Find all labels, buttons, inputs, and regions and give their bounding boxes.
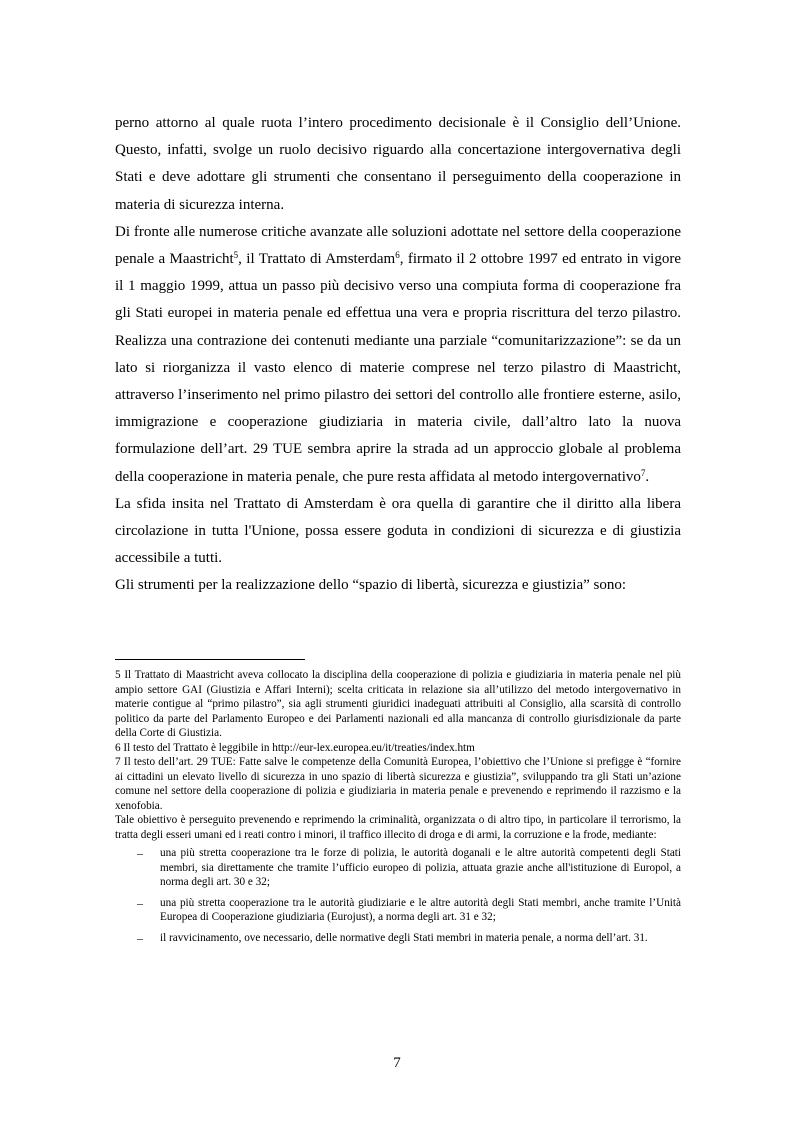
paragraph-2-text-1: Di fronte alle numerose critiche avanzate alle soluzioni adottate nel settore della cooperazione penale a Maastricht <box>115 223 681 268</box>
list-item-text: il ravvicinamento, ove necessario, delle normative degli Stati membri in materia penale, a norma dell’art. 31. <box>160 931 648 944</box>
footnote-7-list <box>115 846 681 945</box>
paragraph-1: perno attorno al quale ruota l’intero procedimento decisionale è il Consiglio dell’Unione. Questo, infatti, svolge un ruolo decisivo riguardo alla concertazione intergovernativa degli Stati e deve adottare gli strumenti che consentano il perseguimento della cooperazione in materia di sicurezza interna. <box>115 115 681 213</box>
paragraph-4: Gli strumenti per la realizzazione dello “spazio di libertà, sicurezza e giustizia” sono: <box>115 577 627 594</box>
dash-bullet: – <box>137 846 143 860</box>
footnote-separator <box>115 659 305 660</box>
dash-bullet: – <box>137 895 143 910</box>
list-item <box>115 931 681 946</box>
page-number: 7 <box>393 1055 401 1071</box>
footnote-7: 7 Il testo dell’art. 29 TUE: Fatte salve le competenze della Comunità Europea, l’obiettivo che l’Unione si prefigge è “fornire ai cittadini un elevato livello di sicurezza in uno spazio di libertà sicurezza e giustizia”, sviluppando tra gli Stati un’azione comune nel settore della cooperazione di polizia e giudiziaria in materia penale e prevenendo e reprimendo il razzismo e la xenofobia. <box>115 756 681 812</box>
paragraph-2-text-2: , il Trattato di Amsterdam <box>238 251 396 268</box>
list-item <box>115 896 681 925</box>
paragraph-3: La sfida insita nel Trattato di Amsterdam è ora quella di garantire che il diritto alla libera circolazione in tutta l'Unione, possa essere goduta in condizioni di sicurezza e di giustizia accessibile a tutti. <box>115 495 681 567</box>
paragraph-2 <box>115 219 681 491</box>
footnote-6: 6 Il testo del Trattato è leggibile in http://eur-lex.europea.eu/it/treaties/index.htm <box>115 741 475 754</box>
footnote-ref-5[interactable]: 5 <box>233 250 239 261</box>
paragraph-2-text-4: . <box>645 468 650 485</box>
list-item <box>115 846 681 890</box>
footnote-7-continued: Tale obiettivo è perseguito prevenendo e reprimendo la criminalità, organizzata o di altro tipo, in particolare il terrorismo, la tratta degli esseri umani ed i reati contro i minori, il traffico illecito di droga e di armi, la corruzione e la frode, mediante: <box>115 814 681 841</box>
footnote-ref-6[interactable]: 6 <box>395 250 400 261</box>
footnote-5: 5 Il Trattato di Maastricht aveva collocato la disciplina della cooperazione di polizia e giudiziaria in materia penale nel più ampio settore GAI (Giustizia e Affari Interni); scelta criticata in relazione sia all’utilizzo del metodo intergovernativo in materie contigue al “primo pilastro”, sia agli strumenti giuridici inadeguati attribuiti al Consiglio, alla scarsità di controllo politico da parte del Parlamento Europeo e dei Parlamenti nazionali ed alla mancanza di controllo giurisdizionale da parte della Corte di Giustizia. <box>115 669 681 739</box>
footnotes <box>115 668 681 951</box>
body-text <box>115 110 681 600</box>
paragraph-2-text-3: , firmato il 2 ottobre 1997 ed entrato in vigore il 1 maggio 1999, attua un passo più decisivo verso una compiuta forma di cooperazione fra gli Stati europei in materia penale ed effettua una vera e propria riscrittura del terzo pilastro. Realizza una contrazione dei contenuti mediante una parziale “comunitarizzazione”: se da un lato si riorganizza il vasto elenco di materie comprese nel terzo pilastro di Maastricht, attraverso l’inserimento nel primo pilastro dei settori del controllo alle frontiere esterne, asilo, immigrazione e cooperazione giudiziaria in materia civile, dall’altro lato la nuova formulazione dell’art. 29 TUE sembra aprire la strada ad un approccio globale al problema della cooperazione in materia penale, che pure resta affidata al metodo intergovernativo <box>115 251 681 485</box>
footnote-ref-7[interactable]: 7 <box>640 467 646 478</box>
list-item-text: una più stretta cooperazione tra le autorità giudiziarie e le altre autorità degli Stati membri, anche tramite l’Unità Europea di Cooperazione giudiziaria (Eurojust), a norma degli art. 31 e 32; <box>160 896 681 923</box>
dash-bullet: – <box>137 930 143 945</box>
list-item-text: una più stretta cooperazione tra le forze di polizia, le autorità doganali e le altre autorità competenti degli Stati membri, sia direttamente che tramite l’ufficio europeo di polizia, attuata grazie anche all'istituzione di Europol, a norma degli art. 30 e 32; <box>160 847 681 888</box>
